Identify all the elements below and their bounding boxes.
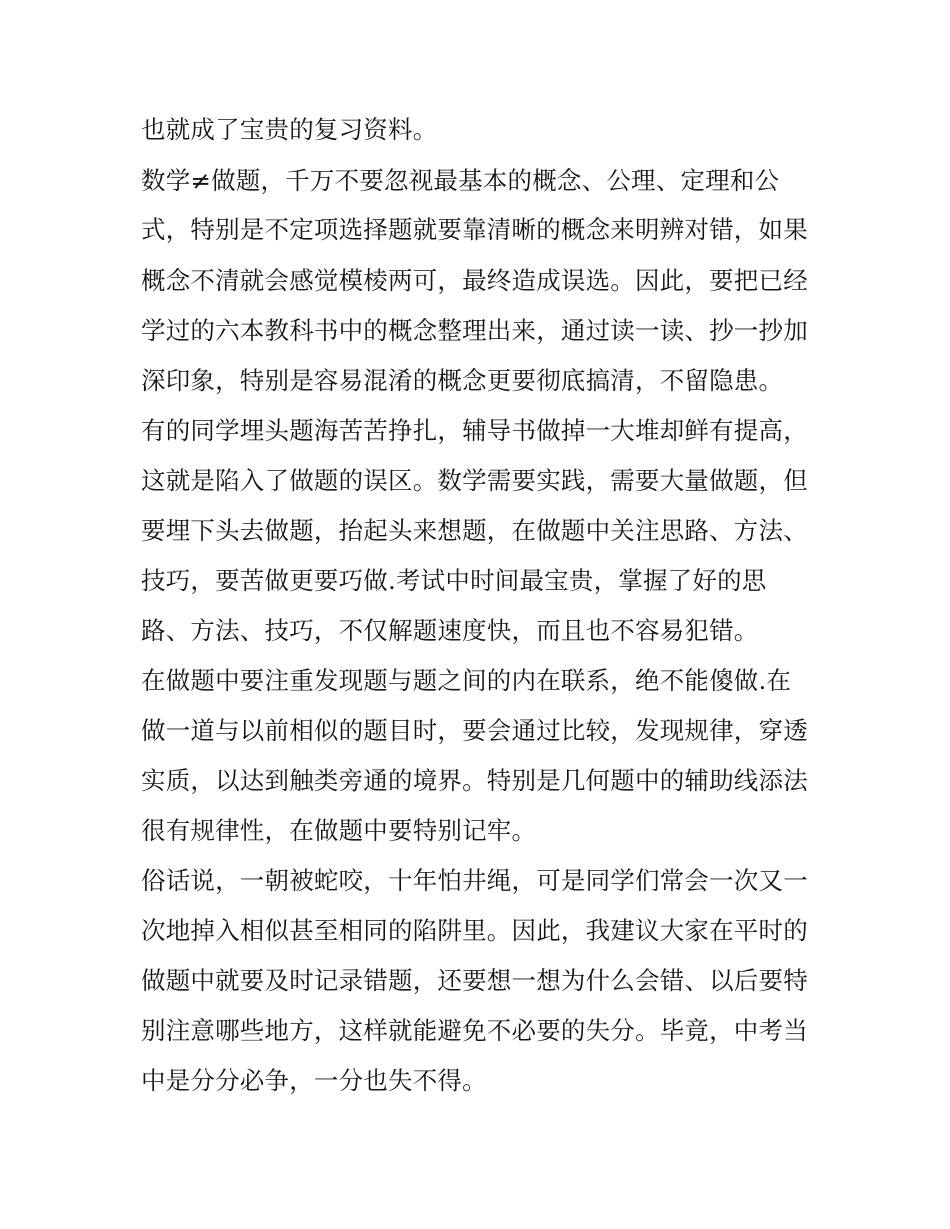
text-line: 次地掉入相似甚至相同的陷阱里。因此，我建议大家在平时的 (141, 916, 808, 945)
text-line: 别注意哪些地方，这样就能避免不必要的失分。毕竟，中考当 (141, 1016, 808, 1045)
text-line: 实质，以达到触类旁通的境界。特别是几何题中的辅助线添法 (141, 766, 808, 795)
text-line: 要埋下头去做题，抬起头来想题，在做题中关注思路、方法、 (141, 516, 808, 545)
text-line: 数学≠做题，千万不要忽视最基本的概念、公理、定理和公 (141, 166, 780, 195)
text-line: 技巧，要苦做更要巧做.考试中时间最宝贵，掌握了好的思 (141, 566, 767, 595)
text-line: 有的同学埋头题海苦苦挣扎，辅导书做掉一大堆却鲜有提高， (141, 416, 808, 445)
text-line: 做一道与以前相似的题目时，要会通过比较，发现规律，穿透 (141, 716, 808, 745)
text-line: 深印象，特别是容易混淆的概念更要彻底搞清，不留隐患。 (141, 366, 784, 395)
text-line: 做题中就要及时记录错题，还要想一想为什么会错、以后要特 (141, 966, 808, 995)
text-line: 概念不清就会感觉模棱两可，最终造成误选。因此，要把已经 (141, 266, 808, 295)
text-line: 很有规律性，在做题中要特别记牢。 (141, 816, 537, 845)
text-line: 这就是陷入了做题的误区。数学需要实践，需要大量做题，但 (141, 466, 808, 495)
text-line: 学过的六本教科书中的概念整理出来，通过读一读、抄一抄加 (141, 316, 808, 345)
text-line: 在做题中要注重发现题与题之间的内在联系，绝不能傻做.在 (141, 666, 792, 695)
text-line: 中是分分必争，一分也失不得。 (141, 1066, 487, 1095)
text-line: 也就成了宝贵的复习资料。 (141, 115, 438, 144)
text-line: 俗话说，一朝被蛇咬，十年怕井绳，可是同学们常会一次又一 (141, 866, 808, 895)
text-line: 式，特别是不定项选择题就要靠清晰的概念来明辨对错，如果 (141, 215, 808, 244)
text-line: 路、方法、技巧，不仅解题速度快，而且也不容易犯错。 (141, 616, 759, 645)
